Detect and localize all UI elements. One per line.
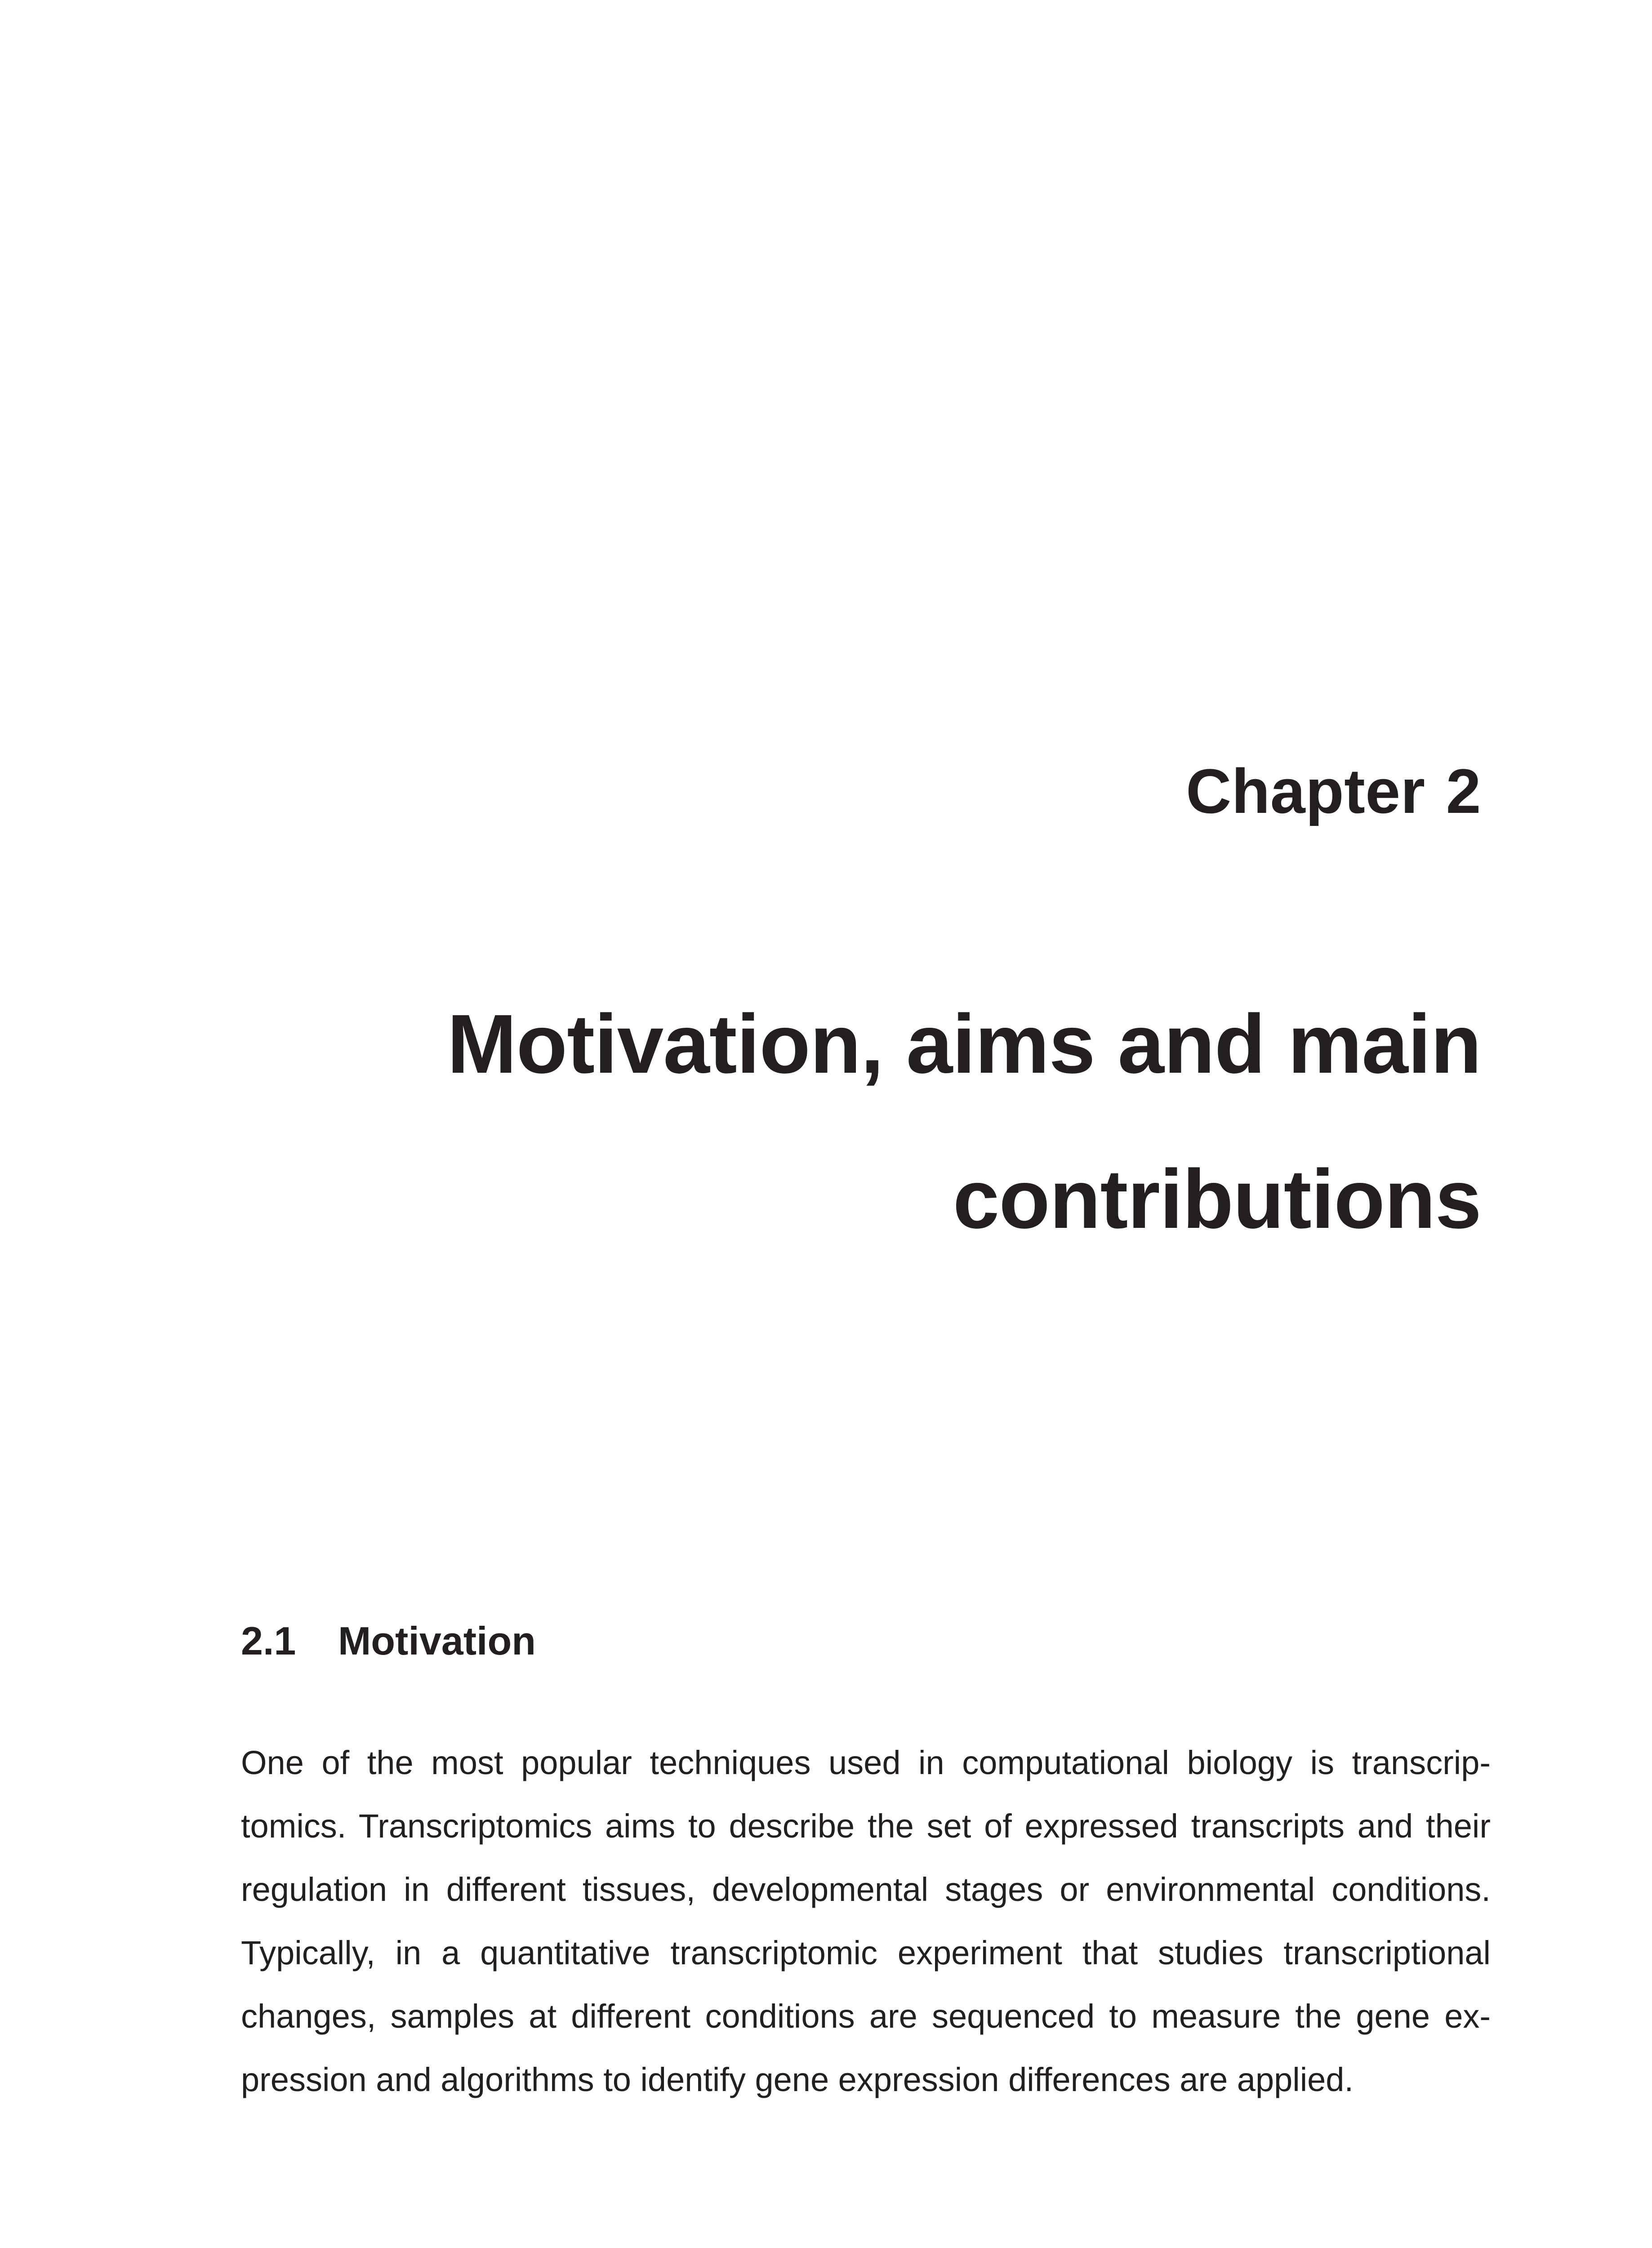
- paragraph-line: regulation in different tissues, developmental stages or environmental conditions.: [241, 1871, 1491, 1908]
- section-heading: [241, 1621, 536, 1661]
- chapter-title: [312, 967, 1481, 1277]
- chapter-label: [1186, 756, 1481, 826]
- chapter-title-line-2: contributions: [953, 1153, 1481, 1246]
- chapter-number: 2: [1446, 756, 1481, 826]
- chapter-word: Chapter: [1186, 756, 1425, 826]
- paragraph-line: Typically, in a quantitative transcriptomic experiment that studies transcriptional: [241, 1934, 1491, 1971]
- paragraph-line: pression and algorithms to identify gene expression differences are applied.: [241, 2061, 1354, 2098]
- paragraph-line: One of the most popular techniques used in computational biology is transcrip-: [241, 1744, 1491, 1781]
- body-paragraph: [241, 1731, 1491, 2111]
- section-title: Motivation: [338, 1619, 536, 1663]
- chapter-title-line-1: Motivation, aims and main: [447, 998, 1481, 1091]
- paragraph-line: tomics. Transcriptomics aims to describe the set of expressed transcripts and their: [241, 1807, 1491, 1845]
- paragraph-line: changes, samples at different conditions are sequenced to measure the gene ex-: [241, 1998, 1491, 2035]
- section-number: 2.1: [241, 1619, 296, 1663]
